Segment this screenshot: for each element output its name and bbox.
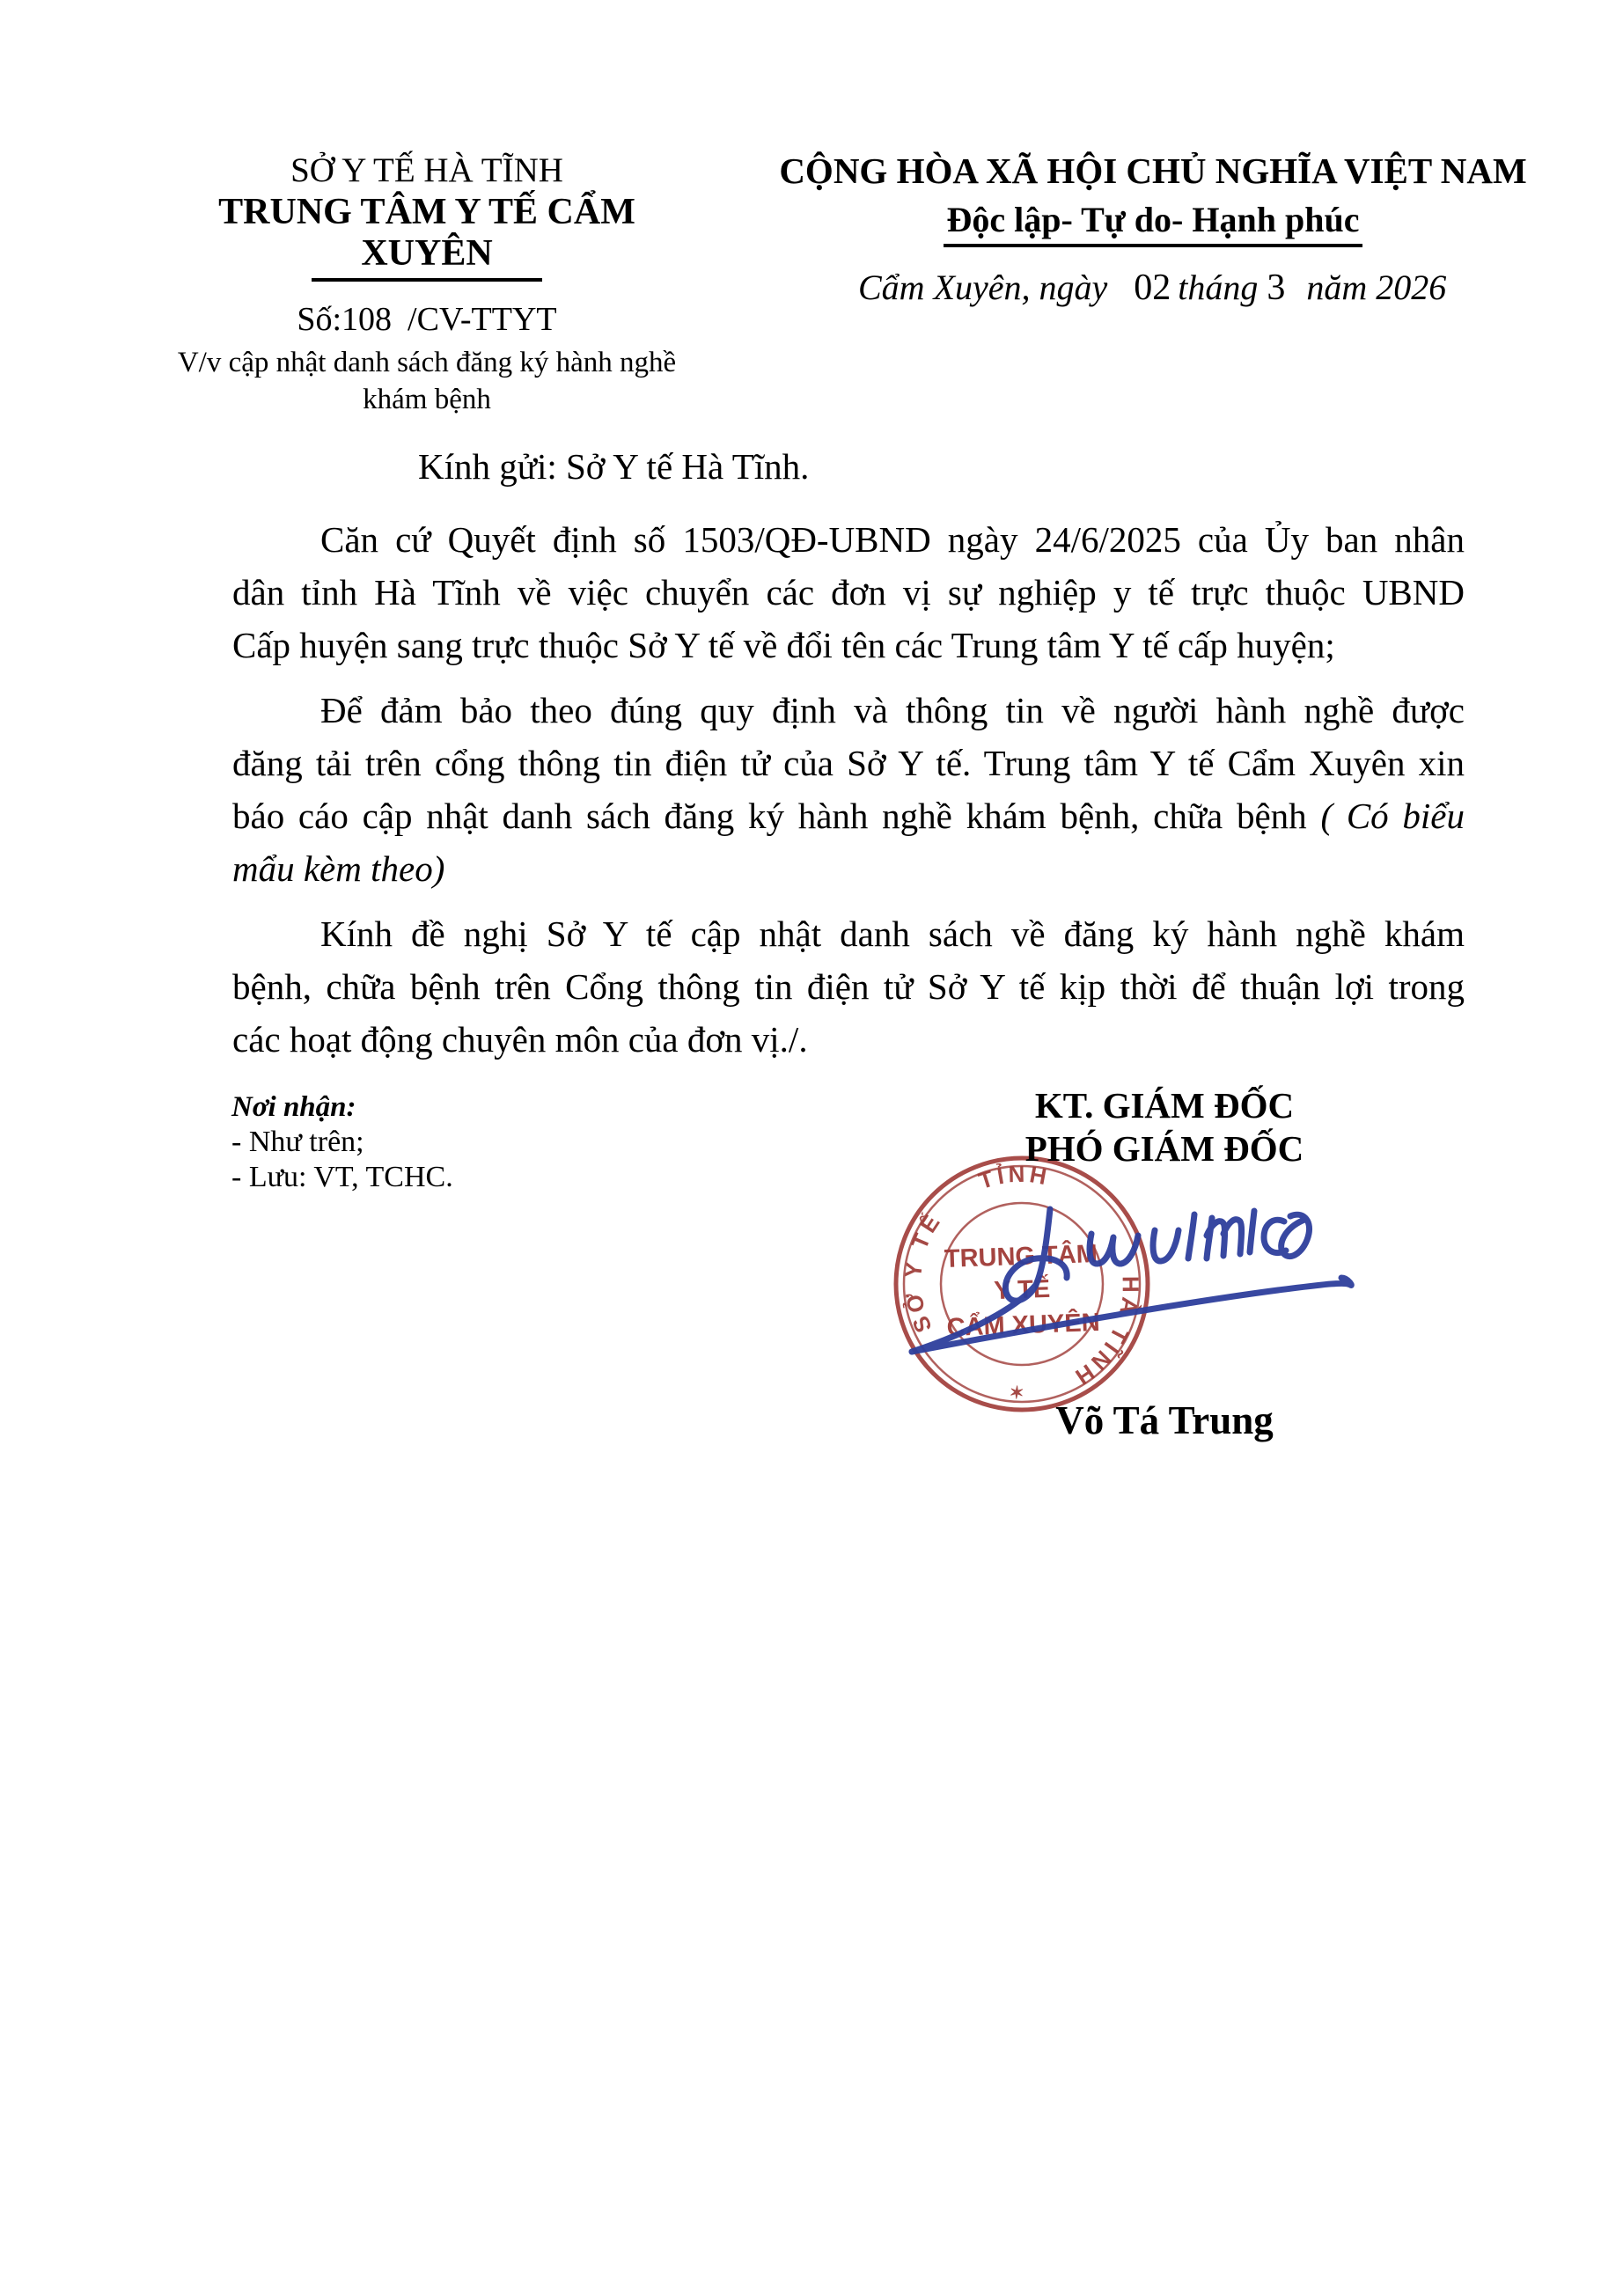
parent-department-name: SỞ Y TẾ HÀ TĨNH <box>290 151 563 189</box>
p3-line-1: Kính đề nghị Sở Y tế cập nhật danh sách về đăng ký hành nghề khám <box>320 913 1465 954</box>
paragraph-3 <box>232 907 1465 1066</box>
p3-line-2: bệnh, chữa bệnh trên Cổng thông tin điện tử Sở Y tế kịp thời để thuận lợi trong <box>232 966 1465 1007</box>
national-title: CỘNG HÒA XÃ HỘI CHỦ NGHĨA VIỆT NAM <box>779 150 1527 191</box>
document-number-label: Số: <box>297 300 342 338</box>
salutation: Kính gửi: Sở Y tế Hà Tĩnh. <box>418 446 810 487</box>
signature-stroke-1 <box>1188 1214 1194 1258</box>
subject-line-2: khám bệnh <box>363 383 491 415</box>
stamp-center-line-3: CẨM XUYÊN <box>946 1308 1101 1342</box>
document-subject <box>163 345 691 418</box>
date-month-label: tháng <box>1178 268 1259 307</box>
date-year: 2026 <box>1376 268 1447 307</box>
recipients-block <box>231 1089 453 1195</box>
p2-line-3 <box>232 789 1465 842</box>
p1-line-2: dân tỉnh Hà Tĩnh về việc chuyển các đơn vị sự nghiệp y tế trực thuộc UBND <box>232 572 1465 613</box>
document-number: 108 <box>341 300 393 338</box>
stamp-center-line-1: TRUNG TÂM <box>944 1239 1098 1274</box>
p2-line-4: mẩu kèm theo) <box>232 848 445 889</box>
stamp-star-icon: ✶ <box>1009 1381 1025 1402</box>
document-number-suffix: /CV-TTYT <box>408 300 557 338</box>
place-date-line <box>766 267 1540 309</box>
p3-line-3: các hoạt động chuyên môn của đơn vị./. <box>232 1019 808 1060</box>
stamp-arc-left-text: SỞ Y TẾ <box>900 1207 947 1337</box>
p1-line-3: Cấp huyện sang trực thuộc Sở Y tế về đổi tên các Trung tâm Y tế cấp huyện; <box>232 625 1335 665</box>
organization-name: TRUNG TÂM Y TẾ CẨM XUYÊN <box>218 191 635 274</box>
signature-letter-u <box>1153 1230 1179 1261</box>
date-day: 02 <box>1134 268 1171 308</box>
place-date-prefix: Cẩm Xuyên, ngày <box>858 268 1108 307</box>
letterhead-right <box>766 150 1540 309</box>
p1-line-1: Căn cứ Quyết định số 1503/QĐ-UBND ngày 24/6/2025 của Ủy ban nhân <box>320 519 1465 560</box>
stamp-arc-top-text: TỈNH <box>975 1160 1053 1195</box>
letter-body <box>232 440 1465 1066</box>
stamp-center-line-2: Y TẾ <box>993 1274 1051 1306</box>
recipients-label: Nơi nhận: <box>231 1091 356 1123</box>
signer-title-1: KT. GIÁM ĐỐC <box>1034 1085 1295 1126</box>
national-motto: Độc lập- Tự do- Hạnh phúc <box>944 199 1363 247</box>
subject-line-1: V/v cập nhật danh sách đăng ký hành nghề <box>177 347 677 379</box>
p2-line-3-italic: ( Có biểu <box>1320 796 1465 836</box>
recipient-item-2: - Lưu: VT, TCHC. <box>231 1161 453 1193</box>
paragraph-2 <box>232 684 1465 895</box>
date-year-label: năm <box>1306 268 1368 307</box>
letterhead-left <box>163 151 691 418</box>
signature-stroke-2 <box>1250 1211 1254 1252</box>
handwritten-signature <box>880 1179 1373 1382</box>
p2-line-3-normal: báo cáo cập nhật danh sách đăng ký hành nghề khám bệnh, chữa bệnh <box>232 796 1307 836</box>
p2-line-2: đăng tải trên cổng thông tin điện tử của Sở Y tế. Trung tâm Y tế Cẩm Xuyên xin <box>232 743 1465 783</box>
signature-letters-uu <box>1090 1234 1138 1264</box>
signer-title-2: PHÓ GIÁM ĐỐC <box>1024 1128 1304 1169</box>
date-month: 3 <box>1267 268 1286 308</box>
signer-titles <box>900 1084 1428 1170</box>
signature-letter-m <box>1207 1218 1242 1258</box>
signer-name: Võ Tá Trung <box>1055 1398 1274 1442</box>
recipient-item-1: - Như trên; <box>231 1126 364 1158</box>
signature-tail <box>912 1278 1351 1352</box>
paragraph-1 <box>232 513 1465 671</box>
p2-line-1: Để đảm bảo theo đúng quy định và thông tin về người hành nghề được <box>320 690 1465 730</box>
organization-underline <box>312 278 542 282</box>
stamp-arc-right-text: HÀ TĨNH <box>1068 1275 1144 1392</box>
document-number-line <box>163 301 691 339</box>
